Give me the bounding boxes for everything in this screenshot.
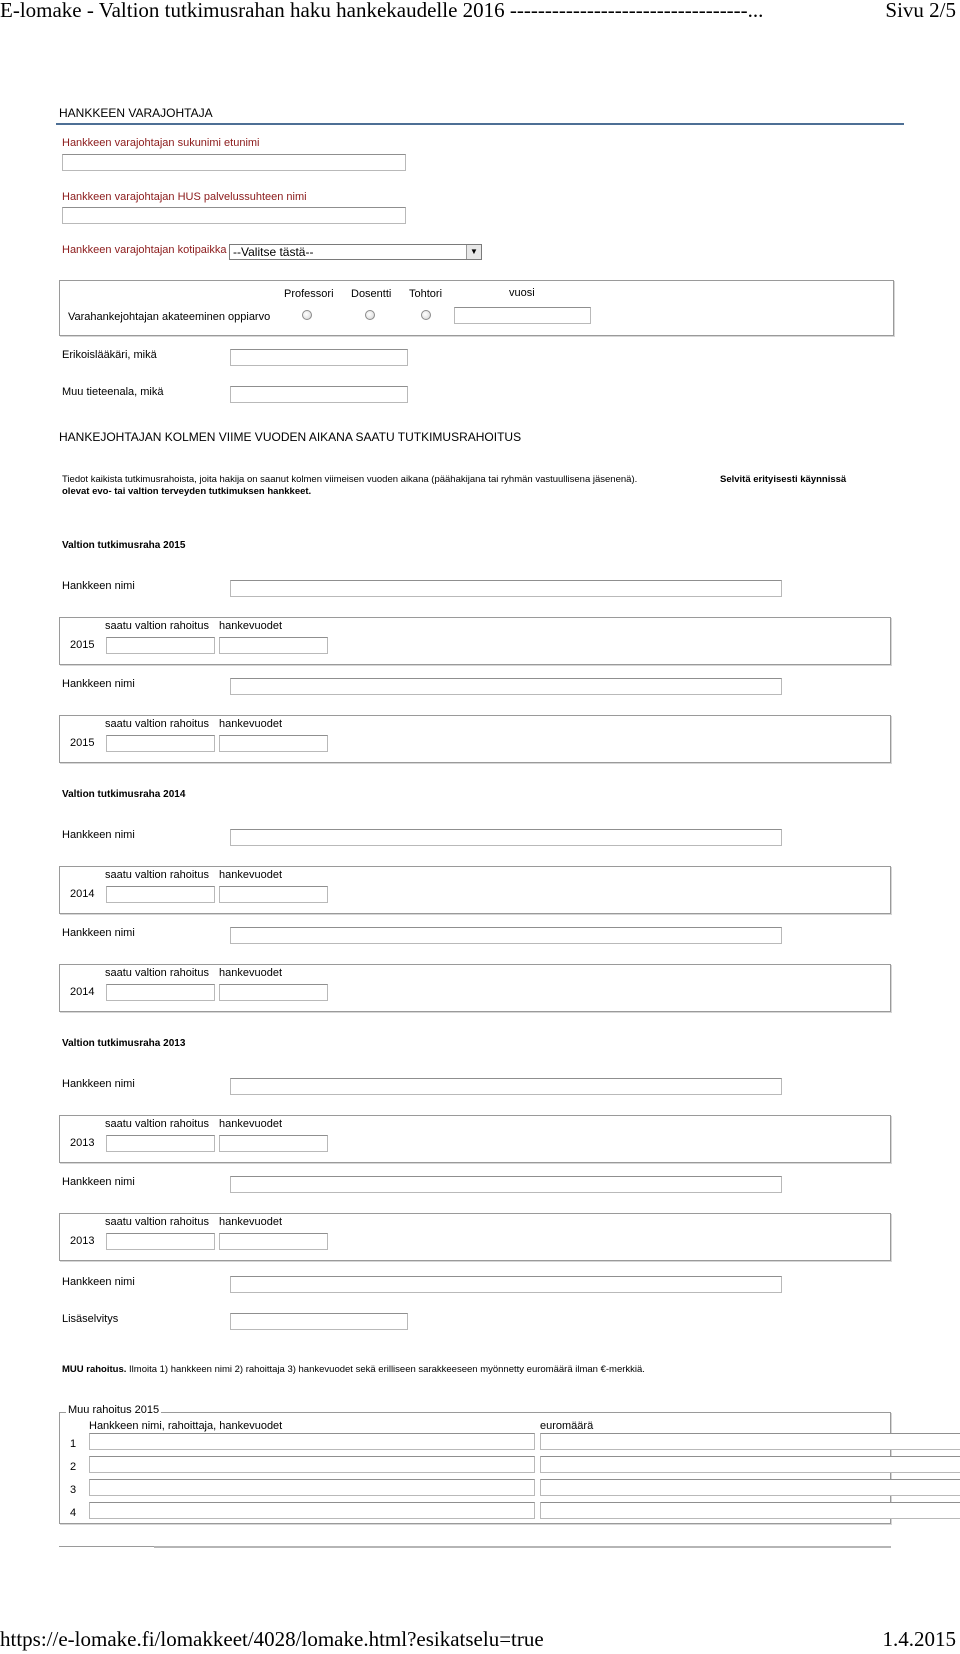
degree-label: Varahankejohtajan akateeminen oppiarvo <box>68 311 271 323</box>
received-input[interactable] <box>106 1233 215 1250</box>
other-funding-legend: Muu rahoitus 2015 <box>68 1404 160 1416</box>
years-label: hankevuodet <box>219 869 282 881</box>
project-name-label: Hankkeen nimi <box>62 1276 135 1288</box>
years-label: hankevuodet <box>219 718 282 730</box>
chevron-down-icon[interactable]: ▼ <box>466 245 481 259</box>
degree-radio-professori[interactable] <box>302 310 312 320</box>
group-title-2013: Valtion tutkimusraha 2013 <box>62 1038 186 1049</box>
other-name-input[interactable] <box>89 1479 535 1496</box>
project-name-input[interactable] <box>230 1276 782 1293</box>
other-funding-note-bold: MUU rahoitus. <box>62 1364 127 1375</box>
group-title-2015: Valtion tutkimusraha 2015 <box>62 540 186 551</box>
extra-input[interactable] <box>230 1313 408 1330</box>
deputy-hus-input[interactable] <box>62 207 406 224</box>
funding-row-year: 2014 <box>70 986 95 998</box>
other-amount-input[interactable] <box>540 1433 960 1450</box>
funding-intro-bold-1: Selvitä erityisesti käynnissä <box>720 474 847 485</box>
other-row-number: 4 <box>70 1507 77 1519</box>
years-input[interactable] <box>219 1233 328 1250</box>
received-input[interactable] <box>106 1135 215 1152</box>
received-label: saatu valtion rahoitus <box>105 967 209 979</box>
other-amount-input[interactable] <box>540 1479 960 1496</box>
funding-row-year: 2013 <box>70 1137 95 1149</box>
project-name-label: Hankkeen nimi <box>62 829 135 841</box>
funding-row-year: 2015 <box>70 737 95 749</box>
section-divider <box>56 123 904 125</box>
received-input[interactable] <box>106 637 215 654</box>
degree-year-label: vuosi <box>509 287 535 299</box>
other-name-input[interactable] <box>89 1433 535 1450</box>
degree-year-input[interactable] <box>454 307 591 324</box>
project-name-label: Hankkeen nimi <box>62 1176 135 1188</box>
degree-radio-dosentti[interactable] <box>365 310 375 320</box>
years-input[interactable] <box>219 886 328 903</box>
project-name-input[interactable] <box>230 678 782 695</box>
deputy-hus-label: Hankkeen varajohtajan HUS palvelussuhteen nimi <box>62 191 307 203</box>
degree-radio-tohtori[interactable] <box>421 310 431 320</box>
project-name-label: Hankkeen nimi <box>62 927 135 939</box>
page-footer-url: https://e-lomake.fi/lomakkeet/4028/lomake.html?esikatselu=true <box>0 1627 544 1651</box>
project-name-input[interactable] <box>230 580 782 597</box>
received-label: saatu valtion rahoitus <box>105 1118 209 1130</box>
deputy-home-select[interactable] <box>229 244 482 260</box>
other-col-amount: euromäärä <box>540 1420 594 1432</box>
group-title-2014: Valtion tutkimusraha 2014 <box>62 789 186 800</box>
page-number: Sivu 2/5 <box>885 0 956 22</box>
other-name-input[interactable] <box>89 1456 535 1473</box>
deputy-home-label: Hankkeen varajohtajan kotipaikka <box>62 244 227 256</box>
deputy-section-title: HANKKEEN VARAJOHTAJA <box>59 106 213 120</box>
years-input[interactable] <box>219 1135 328 1152</box>
received-label: saatu valtion rahoitus <box>105 718 209 730</box>
years-label: hankevuodet <box>219 620 282 632</box>
project-name-input[interactable] <box>230 829 782 846</box>
received-input[interactable] <box>106 735 215 752</box>
deputy-name-label: Hankkeen varajohtajan sukunimi etunimi <box>62 137 260 149</box>
page-footer-date: 1.4.2015 <box>882 1627 956 1651</box>
other-field-label: Muu tieteenala, mikä <box>62 386 164 398</box>
next-fieldset-edge <box>59 1546 154 1547</box>
other-funding-note-text: Ilmoita 1) hankkeen nimi 2) rahoittaja 3) hankevuodet sekä erilliseen sarakkeeseen myönnetty euromäärä ilman €-merkkiä. <box>126 1364 645 1375</box>
received-label: saatu valtion rahoitus <box>105 869 209 881</box>
deputy-name-input[interactable] <box>62 154 406 171</box>
received-input[interactable] <box>106 886 215 903</box>
funding-row-year: 2013 <box>70 1235 95 1247</box>
received-label: saatu valtion rahoitus <box>105 620 209 632</box>
funding-intro-text: Tiedot kaikista tutkimusrahoista, joita hakija on saanut kolmen viimeisen vuoden aikana (päähakijana tai ryhmän vastuullisena jäsenenä). <box>62 474 638 485</box>
years-label: hankevuodet <box>219 1118 282 1130</box>
funding-intro-line1 <box>62 474 637 486</box>
degree-option-professori-label: Professori <box>284 288 334 300</box>
years-label: hankevuodet <box>219 967 282 979</box>
other-funding-note <box>62 1364 645 1376</box>
funding-row-year: 2015 <box>70 639 95 651</box>
specialist-input[interactable] <box>230 349 408 366</box>
other-row-number: 2 <box>70 1461 77 1473</box>
next-fieldset-edge <box>154 1546 891 1548</box>
other-row-number: 3 <box>70 1484 77 1496</box>
other-amount-input[interactable] <box>540 1502 960 1519</box>
project-name-input[interactable] <box>230 1078 782 1095</box>
funding-intro-bold-2: olevat evo- tai valtion terveyden tutkimuksen hankkeet. <box>62 486 312 497</box>
years-label: hankevuodet <box>219 1216 282 1228</box>
other-amount-input[interactable] <box>540 1456 960 1473</box>
project-name-input[interactable] <box>230 927 782 944</box>
other-col-name: Hankkeen nimi, rahoittaja, hankevuodet <box>89 1420 283 1432</box>
other-field-input[interactable] <box>230 386 408 403</box>
project-name-input[interactable] <box>230 1176 782 1193</box>
other-row-number: 1 <box>70 1438 77 1450</box>
project-name-label: Hankkeen nimi <box>62 678 135 690</box>
funding-row-year: 2014 <box>70 888 95 900</box>
years-input[interactable] <box>219 984 328 1001</box>
degree-option-tohtori-label: Tohtori <box>409 288 443 300</box>
project-name-label: Hankkeen nimi <box>62 580 135 592</box>
other-name-input[interactable] <box>89 1502 535 1519</box>
deputy-home-select-value: --Valitse tästä-- <box>233 245 314 259</box>
received-input[interactable] <box>106 984 215 1001</box>
degree-option-dosentti-label: Dosentti <box>351 288 392 300</box>
extra-label: Lisäselvitys <box>62 1313 119 1325</box>
specialist-label: Erikoislääkäri, mikä <box>62 349 157 361</box>
project-name-label: Hankkeen nimi <box>62 1078 135 1090</box>
received-label: saatu valtion rahoitus <box>105 1216 209 1228</box>
years-input[interactable] <box>219 735 328 752</box>
page-header-title: E-lomake - Valtion tutkimusrahan haku hankekaudelle 2016 ----------------------------------... <box>0 0 764 22</box>
years-input[interactable] <box>219 637 328 654</box>
funding-section-title: HANKEJOHTAJAN KOLMEN VIIME VUODEN AIKANA SAATU TUTKIMUSRAHOITUS <box>59 430 522 444</box>
